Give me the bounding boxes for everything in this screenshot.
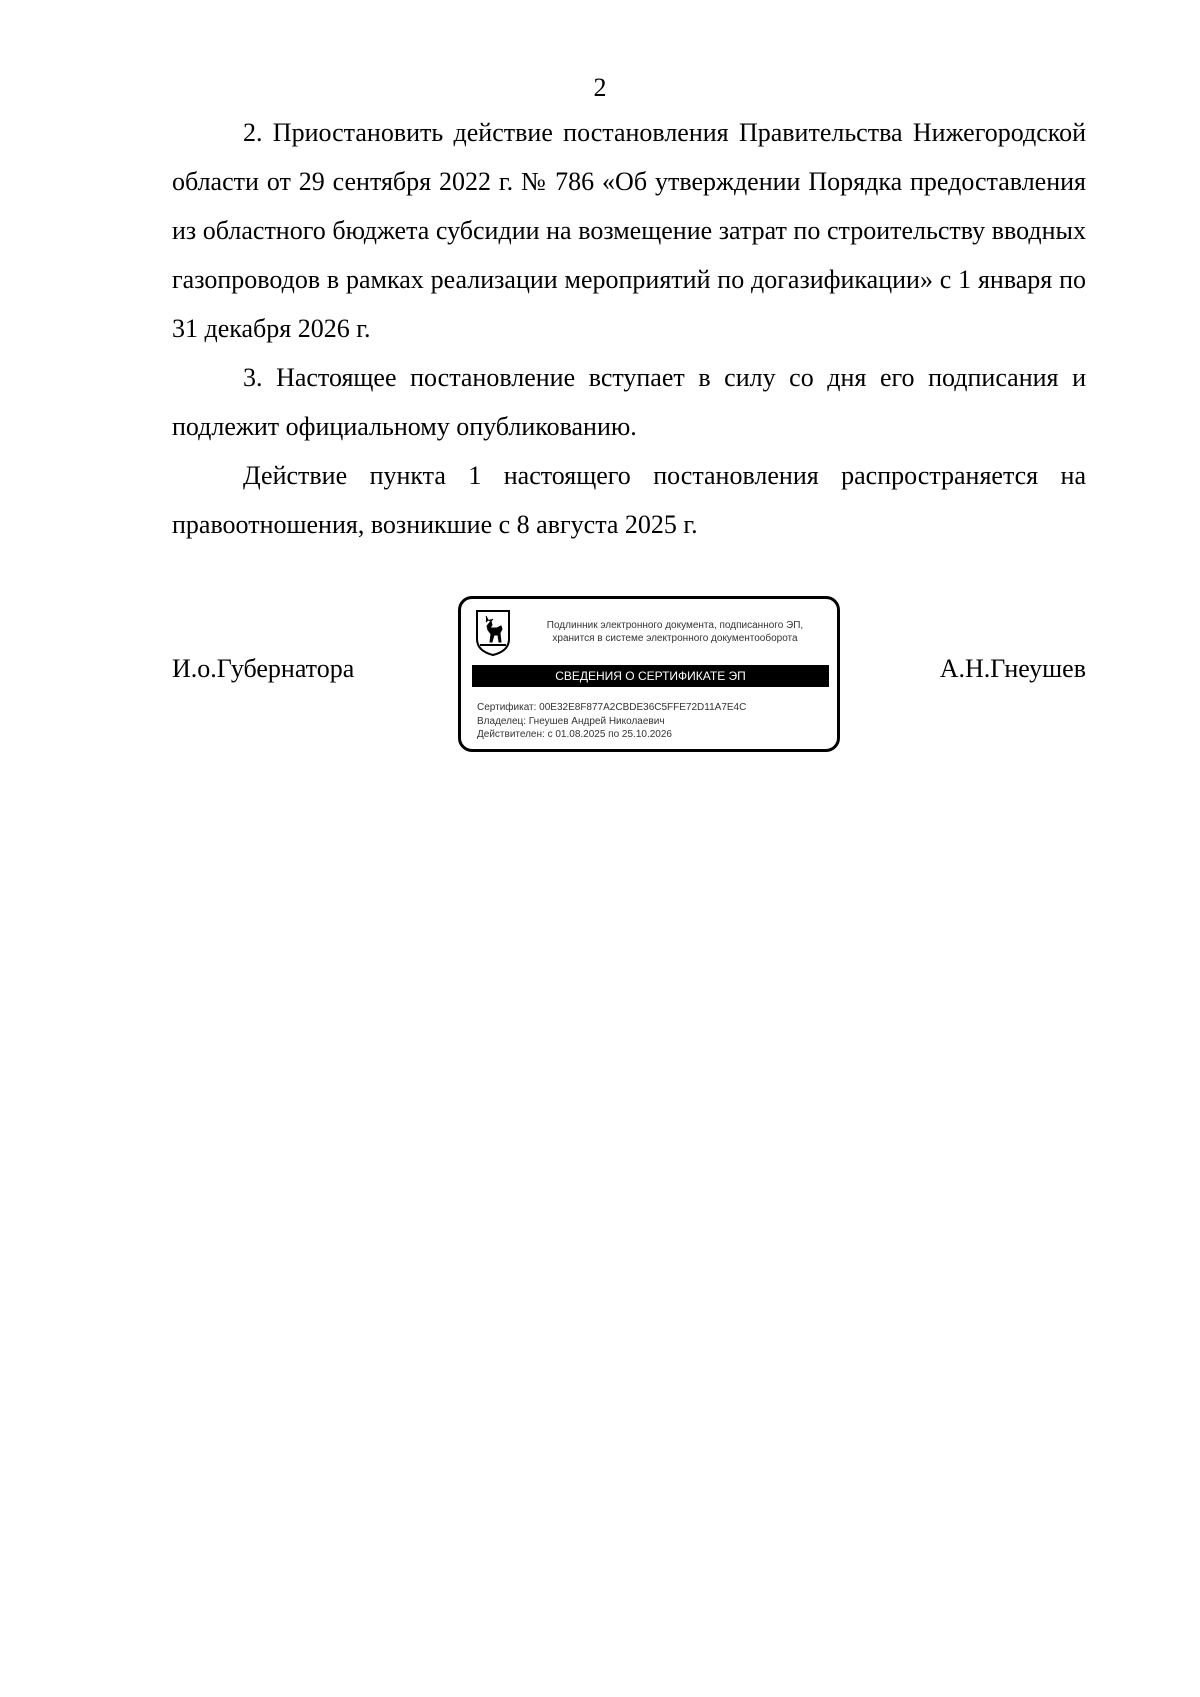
certificate-info-bar: СВЕДЕНИЯ О СЕРТИФИКАТЕ ЭП [472, 665, 829, 687]
signatory-title: И.о.Губернатора [172, 654, 355, 683]
certificate-validity: Действителен: с 01.08.2025 по 25.10.2026 [477, 729, 672, 740]
signature-block [172, 596, 1086, 756]
certificate-owner: Владелец: Гнеушев Андрей Николаевич [477, 715, 665, 727]
paragraph-effect: Действие пункта 1 настоящего постановления распространяется на правоотношения, возникшие с 8 августа 2025 г. [172, 461, 1086, 539]
nizhny-novgorod-deer-emblem-icon [475, 609, 511, 657]
document-body [172, 108, 1086, 549]
stamp-header-line-2: хранится в системе электронного документооборота [552, 633, 798, 644]
paragraph-2: 2. Приостановить действие постановления Правительства Нижегородской области от 29 сентября 2022 г. № 786 «Об утверждении Порядка предоставления из областного бюджета субсидии на возмещение затрат по строительству вводных газопроводов в рамках реализации мероприятий по догазификации» с 1 января по 31 декабря 2026 г. [172, 118, 1086, 343]
stamp-header [519, 619, 831, 645]
page-number: 2 [593, 73, 607, 102]
paragraph-3: 3. Настоящее постановление вступает в силу со дня его подписания и подлежит официальному опубликованию. [172, 363, 1086, 441]
electronic-signature-stamp [458, 596, 840, 752]
certificate-details [477, 701, 827, 742]
certificate-number: Сертификат: 00E32E8F877A2CBDE36C5FFE72D11A7E4C [477, 702, 747, 713]
signatory-name: А.Н.Гнеушев [939, 654, 1086, 683]
stamp-header-line-1: Подлинник электронного документа, подписанного ЭП, [546, 620, 804, 631]
